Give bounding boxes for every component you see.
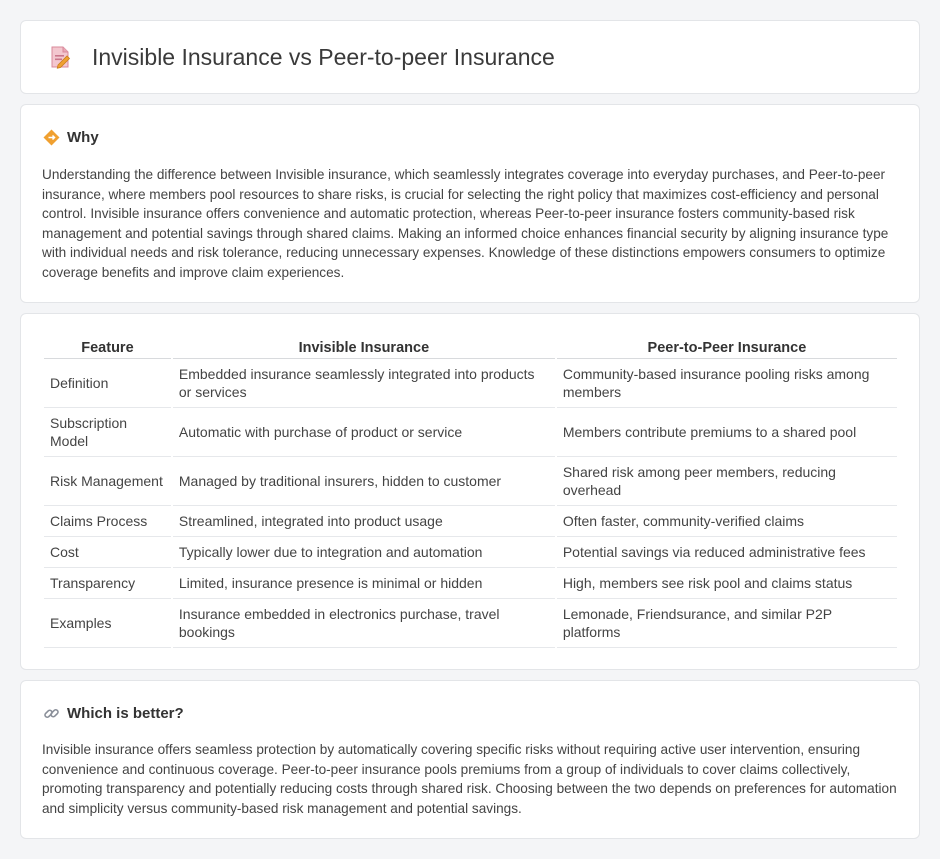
cell-invisible: Limited, insurance presence is minimal or hidden <box>173 568 555 599</box>
table-row <box>44 457 897 506</box>
comparison-table <box>42 335 899 648</box>
header-p2p: Peer-to-Peer Insurance <box>557 335 897 359</box>
table-row <box>44 359 897 408</box>
cell-invisible: Insurance embedded in electronics purchase, travel bookings <box>173 599 555 648</box>
cell-feature: Transparency <box>44 568 171 599</box>
cell-invisible: Embedded insurance seamlessly integrated into products or services <box>173 359 555 408</box>
page-title: Invisible Insurance vs Peer-to-peer Insurance <box>92 43 555 70</box>
table-row <box>44 537 897 568</box>
better-heading <box>42 704 184 722</box>
cell-invisible: Managed by traditional insurers, hidden to customer <box>173 457 555 506</box>
why-heading <box>42 128 99 146</box>
cell-invisible: Streamlined, integrated into product usage <box>173 506 555 537</box>
cell-feature: Claims Process <box>44 506 171 537</box>
header-feature: Feature <box>44 335 171 359</box>
header-invisible: Invisible Insurance <box>173 335 555 359</box>
better-body: Invisible insurance offers seamless protection by automatically covering specific risks without requiring active user intervention, ensuring convenience and continuous coverage. Peer-to-peer insurance pools premiums from a group of individuals to cover claims collectively, promoting transparency and potentially reducing costs through shared risk. Choosing between the two depends on preferences for automation and simplicity versus community-based risk management and potential savings. <box>42 742 897 816</box>
why-card <box>20 104 920 303</box>
which-better-card <box>20 680 920 839</box>
cell-p2p: Lemonade, Friendsurance, and similar P2P platforms <box>557 599 897 648</box>
table-row <box>44 506 897 537</box>
table-row <box>44 568 897 599</box>
cell-p2p: High, members see risk pool and claims status <box>557 568 897 599</box>
link-icon <box>42 704 60 722</box>
table-row <box>44 408 897 457</box>
cell-p2p: Often faster, community-verified claims <box>557 506 897 537</box>
why-title: Why <box>67 128 99 146</box>
table-row <box>44 599 897 648</box>
cell-invisible: Typically lower due to integration and automation <box>173 537 555 568</box>
cell-p2p: Members contribute premiums to a shared pool <box>557 408 897 457</box>
cell-p2p: Community-based insurance pooling risks among members <box>557 359 897 408</box>
cell-p2p: Potential savings via reduced administrative fees <box>557 537 897 568</box>
cell-feature: Risk Management <box>44 457 171 506</box>
cell-invisible: Automatic with purchase of product or service <box>173 408 555 457</box>
cell-feature: Definition <box>44 359 171 408</box>
table-header-row <box>44 335 897 359</box>
comparison-table-card <box>20 313 920 670</box>
header-card <box>20 20 920 94</box>
cell-feature: Cost <box>44 537 171 568</box>
cell-feature: Examples <box>44 599 171 648</box>
why-body: Understanding the difference between Invisible insurance, which seamlessly integrates coverage into everyday purchases, and Peer-to-peer insurance, where members pool resources to share risks, is crucial for selecting the right policy that maximizes cost-efficiency and personal control. Invisible insurance offers convenience and automatic protection, whereas Peer-to-peer insurance fosters community-based risk management and potential savings through shared claims. Making an informed choice enhances financial security by aligning insurance type with individual needs and risk tolerance, reducing unnecessary expenses. Knowledge of these distinctions empowers consumers to optimize coverage benefits and improve claim experiences. <box>42 167 889 280</box>
cell-p2p: Shared risk among peer members, reducing overhead <box>557 457 897 506</box>
better-title: Which is better? <box>67 704 184 722</box>
cell-feature: Subscription Model <box>44 408 171 457</box>
diamond-warning-icon <box>42 128 60 146</box>
document-pencil-icon <box>46 43 74 71</box>
